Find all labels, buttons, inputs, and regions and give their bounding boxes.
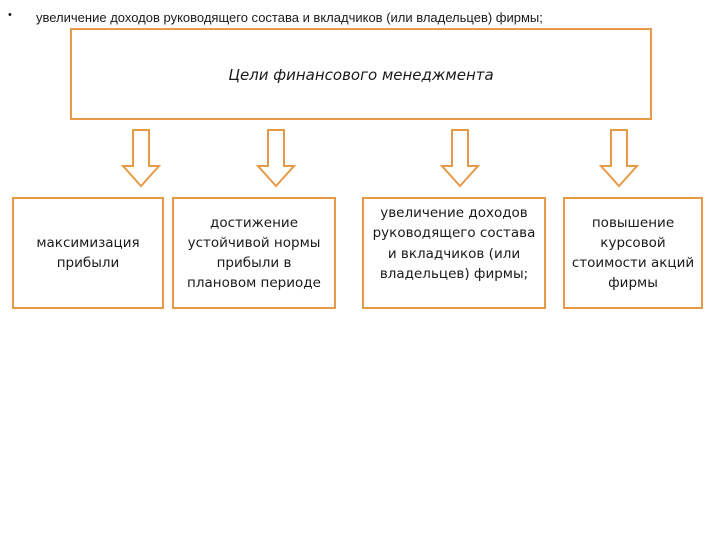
goal-text: увеличение доходов руководящего состава и вкладчиков (или владельцев) фирмы;: [372, 205, 536, 282]
goal-text: повышение курсовой стоимости акций фирмы: [571, 214, 695, 292]
goal-box-income-increase: [362, 197, 546, 309]
goal-box-profit-maximization: [12, 197, 164, 309]
goal-text: максимизация прибыли: [36, 234, 140, 271]
down-arrow-icon: [123, 130, 159, 186]
diagram-title: Цели финансового менеджмента: [228, 66, 494, 84]
down-arrow-icon: [601, 130, 637, 186]
goal-box-share-price-growth: [563, 197, 703, 309]
down-arrow-icon: [258, 130, 294, 186]
bullet-symbol: •: [8, 9, 12, 21]
goal-text: достижение устойчивой нормы прибыли в плановом периоде: [187, 214, 321, 292]
bullet-text: увеличение доходов руководящего состава и вкладчиков (или владельцев) фирмы;: [36, 10, 543, 25]
goal-box-stable-profit-rate: [172, 197, 336, 309]
down-arrow-icon: [442, 130, 478, 186]
